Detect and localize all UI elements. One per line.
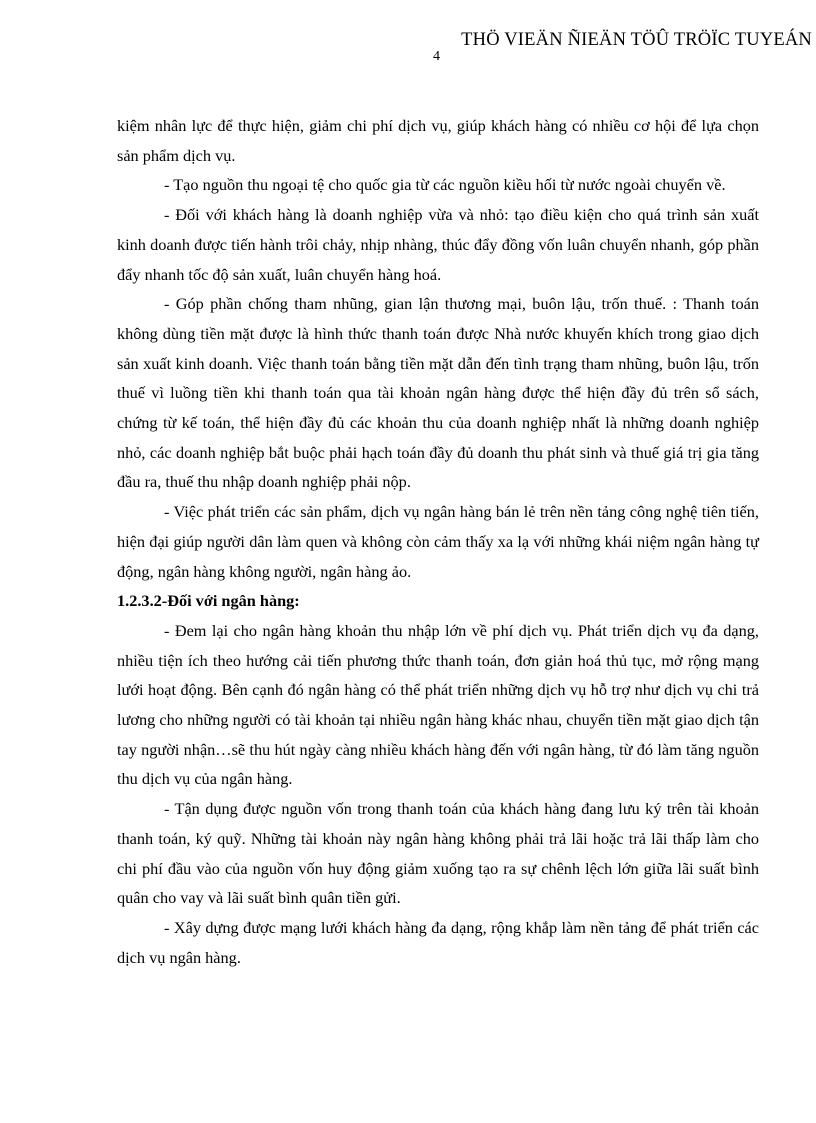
document-body xyxy=(117,111,759,972)
paragraph: - Đem lại cho ngân hàng khoản thu nhập lớn về phí dịch vụ. Phát triển dịch vụ đa dạng, nhiều tiện ích theo hướng cải tiến phương thức thanh toán, đơn giản hoá thủ tục, mở rộng mạng lưới hoạt động. Bên cạnh đó ngân hàng có thể phát triển những dịch vụ hỗ trợ như dịch vụ chi trả lương cho những người có tài khoản tại nhiều ngân hàng khác nhau, chuyển tiền mặt giao dịch tận tay người nhận…sẽ thu hút ngày càng nhiều khách hàng đến với ngân hàng, từ đó làm tăng nguồn thu dịch vụ của ngân hàng. xyxy=(117,620,759,789)
paragraph: - Việc phát triển các sản phẩm, dịch vụ ngân hàng bán lẻ trên nền tảng công nghệ tiên tiến, hiện đại giúp người dân làm quen và không còn cảm thấy xa lạ với những khái niệm ngân hàng tự động, ngân hàng không người, ngân hàng ảo. xyxy=(117,502,759,581)
paragraph: - Đối với khách hàng là doanh nghiệp vừa và nhỏ: tạo điều kiện cho quá trình sản xuất kinh doanh được tiến hành trôi chảy, nhịp nhàng, thúc đẩy đồng vốn luân chuyển nhanh, góp phần đẩy nhanh tốc độ sản xuất, luân chuyển hàng hoá. xyxy=(117,205,759,284)
section-heading: 1.2.3.2-Đối với ngân hàng: xyxy=(117,591,300,611)
paragraph: - Tận dụng được nguồn vốn trong thanh toán của khách hàng đang lưu ký trên tài khoản thanh toán, ký quỹ. Những tài khoản này ngân hàng không phải trả lãi hoặc trả lãi thấp làm cho chi phí đầu vào của nguồn vốn huy động giảm xuống tạo ra sự chênh lệch lớn giữa lãi suất bình quân cho vay và lãi suất bình quân tiền gửi. xyxy=(117,799,759,908)
paragraph: - Tạo nguồn thu ngoại tệ cho quốc gia từ các nguồn kiều hối từ nước ngoài chuyển về. xyxy=(164,175,726,195)
paragraph: kiệm nhân lực để thực hiện, giảm chi phí dịch vụ, giúp khách hàng có nhiều cơ hội để lựa chọn sản phẩm dịch vụ. xyxy=(117,116,759,165)
header-title: THÖ VIEÄN ÑIEÄN TÖÛ TRÖÏC TUYEÁN xyxy=(461,30,812,50)
paragraph: - Góp phần chống tham nhũng, gian lận thương mại, buôn lậu, trốn thuế. : Thanh toán không dùng tiền mặt được là hình thức thanh toán được Nhà nước khuyến khích trong giao dịch sản xuất kinh doanh. Việc thanh toán bằng tiền mặt dẫn đến tình trạng tham nhũng, buôn lậu, trốn thuế vì luồng tiền khi thanh toán qua tài khoản ngân hàng được thể hiện đầy đủ trên sổ sách, chứng từ kế toán, thể hiện đầy đủ các khoản thu của doanh nghiệp nhất là những doanh nghiệp nhỏ, các doanh nghiệp bắt buộc phải hạch toán đầy đủ doanh thu phát sinh và thuế giá trị gia tăng đầu ra, thuế thu nhập doanh nghiệp phải nộp. xyxy=(117,294,759,492)
paragraph: - Xây dựng được mạng lưới khách hàng đa dạng, rộng khắp làm nền tảng để phát triển các dịch vụ ngân hàng. xyxy=(117,917,759,967)
page-number: 4 xyxy=(433,49,440,64)
